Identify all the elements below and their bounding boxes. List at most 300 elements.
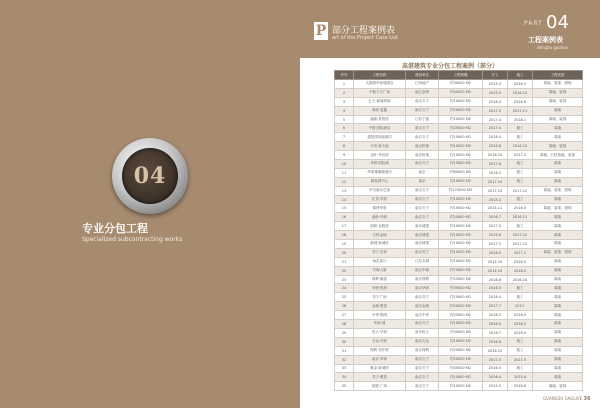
column-header: 序号 [335,71,354,80]
table-cell: 2017.5 [483,355,508,364]
table-cell: 约40000 M2 [439,364,483,373]
table-cell: 约10000 M2 [439,151,483,160]
table-cell: 施工 [508,133,533,142]
table-cell: 南京 [406,177,439,186]
table-cell: 2016.9 [508,311,533,320]
table-cell: 2017.4 [483,115,508,124]
table-cell: 约270000 M2 [439,186,483,195]
table-cell: 幕墙 [533,373,583,382]
table-cell: 南京城建 [406,222,439,231]
table-cell: 2016.2 [483,168,508,177]
table-cell: 南京恒奥 [406,151,439,160]
table-cell: 2016.12 [508,88,533,97]
table-cell: 施工 [508,346,533,355]
table-cell: 13 [335,186,354,195]
table-cell: 约20000 M2 [439,213,483,222]
table-cell: 海美·盈鑫 [354,106,406,115]
table-cell: 2016.5 [483,311,508,320]
table-body [335,80,583,391]
table-cell: 南京城建 [406,240,439,249]
table-row [335,373,583,382]
table-row [335,80,583,89]
table-cell: 锦绣华府 [354,204,406,213]
table-cell: 约10000 M2 [439,337,483,346]
table-cell: 幕墙 [533,160,583,169]
table-cell: 幕墙 [533,222,583,231]
table-cell: 2016.6 [483,275,508,284]
table-cell: 幕墙、装饰 [533,115,583,124]
table-cell: 南京 [406,168,439,177]
table-cell: 32 [335,355,354,364]
table-cell: 约25000 M2 [439,311,483,320]
table-cell: 2017.12 [508,186,533,195]
table-cell: 施工 [508,124,533,133]
table-cell: 2015.5 [483,88,508,97]
table-row [335,284,583,293]
table-cell: 2017.5 [483,222,508,231]
table-cell: 幕墙 [533,240,583,249]
table-cell: 南京万宁 [406,106,439,115]
table-cell: 约15000 M2 [439,133,483,142]
table-cell: 2017.3 [483,240,508,249]
table-cell: 4 [335,106,354,115]
table-cell: 幕墙 [533,177,583,186]
table-cell: 2016.3 [508,204,533,213]
table-cell: 约10000 M2 [439,248,483,257]
table-cell: 汇天·新城府邸 [354,97,406,106]
table-cell: 6 [335,124,354,133]
column-header: 开工 [483,71,508,80]
table-cell: 2016.4 [483,293,508,302]
table-cell: 南京万达 [406,337,439,346]
table-row [335,124,583,133]
table-cell: 约15000 M2 [439,160,483,169]
header-bar [300,0,600,58]
table-cell: 南京万宁 [406,373,439,382]
table-cell: 中海大厦 [354,266,406,275]
table-cell: 幕墙 [533,124,583,133]
table-cell: 施工 [508,195,533,204]
table-cell: 约10000 M2 [439,177,483,186]
table-cell: 2017.1 [508,248,533,257]
table-cell: 7 [335,133,354,142]
table-cell: 约30000 M2 [439,284,483,293]
table-row [335,320,583,329]
table-cell: 幕墙、装饰、照明 [533,204,583,213]
table-cell: 幕墙、装饰 [533,97,583,106]
table-cell: 2016.10 [508,275,533,284]
table-cell: 2016.7 [483,213,508,222]
table-cell: 华为南京总部 [354,186,406,195]
table-cell: 34 [335,373,354,382]
table-cell: 约10000 M2 [439,240,483,249]
table-cell: 25 [335,293,354,302]
table-cell: 2015.4 [508,373,533,382]
table-cell: 华润·国际城 [354,160,406,169]
table-cell: 南京中华 [406,311,439,320]
table-cell: 幕墙 [533,213,583,222]
table-cell: 22 [335,266,354,275]
table-row [335,168,583,177]
header-right-title: 工程案例表 [528,36,563,44]
column-header: 建设单位 [406,71,439,80]
table-cell: 汇泰·华府 [354,195,406,204]
table-cell: 盛嘉·星悦府 [354,115,406,124]
table-row [335,177,583,186]
table-cell: 南京保利 [406,275,439,284]
table-cell: 中国·国际酒店 [354,124,406,133]
table-cell: 南京万宁 [406,97,439,106]
table-cell: 幕墙 [533,320,583,329]
table-cell: 约10000 M2 [439,97,483,106]
table-cell: 雨花客厅 [354,257,406,266]
table-cell: 2015.11 [483,204,508,213]
table-cell: 招商·金陵府 [354,222,406,231]
table-cell: 2016.10 [483,346,508,355]
table-cell: 金叶·华岩府 [354,151,406,160]
table-row [335,142,583,151]
table-cell: 南京万宁 [406,133,439,142]
table-cell: 福江创州 [406,88,439,97]
table-cell: 南京金域 [406,302,439,311]
table-cell: 南京中海 [406,266,439,275]
table-cell: 约20000 M2 [439,302,483,311]
table-cell: 保利·叁仟栋 [354,346,406,355]
table-cell: 幕墙 [533,133,583,142]
table-cell: 幕墙 [533,302,583,311]
table-cell: 南京万宁 [406,195,439,204]
table-cell: 27 [335,311,354,320]
table-cell: 幕墙、装饰 [533,88,583,97]
table-cell: 中华·锦绣 [354,311,406,320]
table-row [335,293,583,302]
table-cell: 12 [335,177,354,186]
table-cell: 2015.4 [483,80,508,89]
table-cell: 紫金·新城府 [354,364,406,373]
table-cell: 17 [335,222,354,231]
table-cell: 南京万宁 [406,186,439,195]
table-cell: 2016.7 [483,328,508,337]
page-footer [543,396,590,402]
table-cell: 施工 [508,160,533,169]
table-cell: 约75000 M2 [439,266,483,275]
medallion-inner [122,148,178,204]
table-cell: 南京万宁 [406,160,439,169]
table-cell: 2015.6 [483,231,508,240]
table-row [335,213,583,222]
table-cell: 2017.6 [483,160,508,169]
table-cell: 20 [335,248,354,257]
table-cell: 幕墙 [533,346,583,355]
table-row [335,160,583,169]
table-cell: 2016.8 [483,337,508,346]
table-cell: 2017.12 [508,231,533,240]
table-cell: 地铁·广场 [354,382,406,391]
table-cell: 华润·悦府 [354,284,406,293]
table-cell: 约40000 M2 [439,88,483,97]
table-row [335,88,583,97]
table-row [335,337,583,346]
table-cell: 碧桂园凤凰酒店 [354,133,406,142]
table-cell: 2017.10 [483,177,508,186]
table-cell: 2016.5 [508,80,533,89]
table-cell: 26 [335,302,354,311]
table-cell: 2017.5 [508,355,533,364]
table-cell: 2016.6 [508,382,533,391]
table-cell: 2016.4 [483,133,508,142]
table-cell: 约20000 M2 [439,106,483,115]
table-row [335,311,583,320]
table-cell: 2016.5 [483,248,508,257]
table-cell: 约10000 M2 [439,142,483,151]
table-cell: 约25000 M2 [439,346,483,355]
table-cell: 约10000 M2 [439,320,483,329]
table-cell: 2016.10 [483,151,508,160]
table-cell: 29 [335,328,354,337]
table-title: 高湛建筑专业分包工程案例（部分） [401,63,498,70]
table-cell: 18 [335,231,354,240]
table-cell: 3 [335,97,354,106]
table-cell: 南京·华润 [354,355,406,364]
table-row [335,240,583,249]
table-row [335,195,583,204]
table-cell: 约25000 M2 [439,275,483,284]
table-cell: 南京城建 [406,231,439,240]
table-cell: 南京苏宁 [406,248,439,257]
table-cell: 24 [335,284,354,293]
table-cell: 南京万宁 [406,320,439,329]
table-cell: 幕墙 [533,355,583,364]
table-cell: 江西地产 [406,80,439,89]
table-cell: 2014.10 [483,266,508,275]
table-row [335,328,583,337]
table-cell: 万达·华府 [354,337,406,346]
table-cell: 30 [335,337,354,346]
column-header: 工程规模 [439,71,483,80]
table-cell: 苏宁·雅居 [354,373,406,382]
table-row [335,257,583,266]
right-page [300,0,600,408]
table-cell: 2017.2 [508,151,533,160]
table-cell: 2016.5 [483,284,508,293]
table-cell: 幕墙 [533,337,583,346]
table-cell: 保利·紫晶 [354,275,406,284]
section-medallion [112,138,188,214]
table-cell: 施工 [508,168,533,177]
page-number: 36 [583,396,591,402]
table-cell: 恒大·华府 [354,328,406,337]
table-cell: 35 [335,382,354,391]
table-cell: 融侨·华府 [354,213,406,222]
table-row [335,275,583,284]
table-cell: 幕墙 [533,293,583,302]
table-cell: 2015.4 [483,195,508,204]
table-cell: 幕墙、装饰 [533,382,583,391]
table-cell: 约25000 M2 [439,124,483,133]
table-row [335,106,583,115]
table-cell: 碧桂园中心 [354,177,406,186]
table-cell: 2016.12 [508,142,533,151]
table-cell: 江苏宁盛 [406,115,439,124]
table-cell: 施工 [508,222,533,231]
table-cell: 幕墙、装饰 [533,142,583,151]
table-cell: 2016.5 [483,364,508,373]
section-number: 04 [133,163,167,189]
table-cell: 19 [335,240,354,249]
section-subtitle: Specialized subcontracting works [82,236,183,243]
table-cell: 幕墙 [533,257,583,266]
table-cell: 幕墙 [533,168,583,177]
table-cell: 约10000 M2 [439,382,483,391]
table-row [335,248,583,257]
table-cell: 幕墙、石材幕墙、装饰 [533,151,583,160]
table-cell: 2017.7 [483,302,508,311]
table-cell: 2016.4 [483,373,508,382]
table-cell: 南京恒大 [406,328,439,337]
table-cell: 8 [335,142,354,151]
table-cell: 2016.5 [508,257,533,266]
table-cell: 2017. [508,302,533,311]
table-cell: 施工 [508,337,533,346]
table-row [335,115,583,124]
header-title-en: art of the Project Case List [332,35,399,41]
table-cell: 南京保利 [406,346,439,355]
table-cell: 幕墙 [533,231,583,240]
table-cell: 约10000 M2 [439,195,483,204]
table-cell: 幕墙 [533,106,583,115]
table-cell: 江苏名城 [406,257,439,266]
table-cell: 南京万宁 [406,382,439,391]
table-cell: 15 [335,204,354,213]
table-cell: 约10000 M2 [439,373,483,382]
table-cell: 约30000 M2 [439,328,483,337]
table-cell: 南京恒奥 [406,142,439,151]
table-cell: 幕墙 [533,311,583,320]
table-row [335,346,583,355]
table-cell: 幕墙 [533,364,583,373]
footer-brand: GUANGSU GAOLIVE [543,396,583,401]
header-title: 部分工程案例表 [332,26,396,36]
table-cell: 9 [335,151,354,160]
table-cell: 2017.12 [508,240,533,249]
table-cell: 幕墙 [533,266,583,275]
table-cell: 33 [335,364,354,373]
table-cell: 南京华润 [406,284,439,293]
table-row [335,222,583,231]
table-cell: 2016.11 [508,213,533,222]
table-cell: 约10000 M2 [439,222,483,231]
table-header-row [335,71,583,80]
table-cell: 金域·缇香 [354,302,406,311]
table-row [335,364,583,373]
table-cell: 21 [335,257,354,266]
table-cell: 14 [335,195,354,204]
table-cell: 2016.4 [483,97,508,106]
table-cell: 2015.5 [483,382,508,391]
table-cell: 2015.10 [483,257,508,266]
table-cell: 2016.2 [508,320,533,329]
table-row [335,97,583,106]
table-cell: 南京万宁 [406,124,439,133]
table-cell: 约10000 M2 [439,115,483,124]
table-cell: 新城·新城府 [354,240,406,249]
table-cell: 大朝湾华侨城酒店 [354,80,406,89]
part-number: 04 [546,12,569,33]
section-title: 专业分包工程 [82,222,148,235]
table-cell: 2016.2 [508,266,533,275]
table-cell: 31 [335,346,354,355]
table-cell: 幕墙、装饰、照明 [533,80,583,89]
table-cell: 约30000 M2 [439,80,483,89]
table-cell: 华泰雅珊湖酒店 [354,168,406,177]
table-cell: 2017.3 [483,106,508,115]
table-cell: 华润·城 [354,320,406,329]
table-cell: 约20000 M2 [439,355,483,364]
table-row [335,231,583,240]
table-cell: 万科金域 [354,231,406,240]
table-cell: 约10000 M2 [439,204,483,213]
table-cell: 2016.8 [508,97,533,106]
table-cell: 施工 [508,364,533,373]
table-cell: 约10000 M2 [439,231,483,240]
table-cell: 南京苏宁 [406,293,439,302]
table-row [335,355,583,364]
project-case-table [334,70,583,391]
table-cell: 23 [335,275,354,284]
table-cell: 幕墙 [533,328,583,337]
table-row [335,204,583,213]
table-cell: 2 [335,88,354,97]
column-header: 工程名称 [354,71,406,80]
table-cell: 施工 [508,284,533,293]
table-cell: 幕墙 [533,284,583,293]
table-cell: 南京万宁 [406,213,439,222]
table-cell: 16 [335,213,354,222]
table-cell: 2017.4 [483,124,508,133]
table-cell: 2017.11 [508,106,533,115]
table-cell: 中航九方广场 [354,88,406,97]
table-row [335,302,583,311]
table-cell: 10 [335,160,354,169]
table-cell: 幕墙、装饰、照明 [533,248,583,257]
table-cell: 幕墙 [533,275,583,284]
table-cell: 幕墙 [533,195,583,204]
table-row [335,151,583,160]
table-cell: 南京万宁 [406,355,439,364]
table-cell: 5 [335,115,354,124]
table-cell: 28 [335,320,354,329]
table-cell: 约15000 M2 [439,293,483,302]
table-cell: 幕墙、装饰、照明 [533,186,583,195]
table-cell: 2016.8 [483,142,508,151]
table-cell: 苏宁·乐府 [354,248,406,257]
column-header: 工程类型 [533,71,583,80]
table-cell: 中央·新天地 [354,142,406,151]
table-row [335,266,583,275]
table-cell: 南京万宁 [406,364,439,373]
header-right-subtitle: dengbu gaolive [537,45,568,50]
table-cell: 约10000 M2 [439,257,483,266]
table-cell: 11 [335,168,354,177]
table-cell: 2017.10 [483,186,508,195]
table-row [335,133,583,142]
table-row [335,186,583,195]
table-cell: 施工 [508,177,533,186]
column-header: 竣工 [508,71,533,80]
table-cell: 施工 [508,293,533,302]
table-cell: 2016.5 [483,320,508,329]
table-cell: 约60000 M2 [439,168,483,177]
